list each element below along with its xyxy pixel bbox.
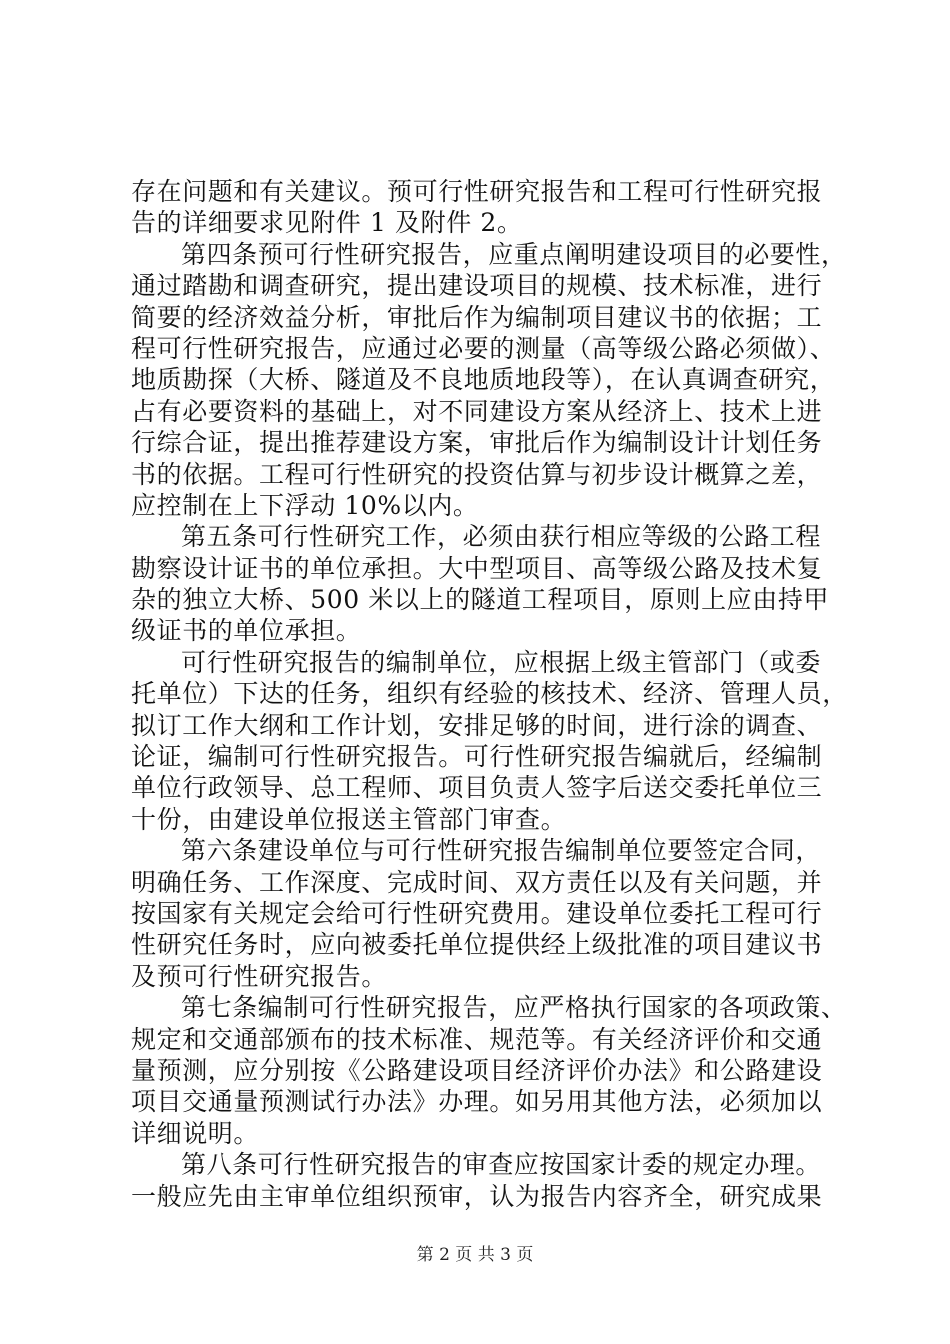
text-line: 论证，编制可行性研究报告。可行性研究报告编就后，经编制 [131, 742, 823, 772]
text-line: 项目交通量预测试行办法》办理。如另用其他方法，必须加以 [131, 1087, 823, 1117]
text-line: 规定和交通部颁布的技术标准、规范等。有关经济评价和交通 [131, 1024, 823, 1054]
text-line: 一般应先由主审单位组织预审，认为报告内容齐全，研究成果 [131, 1181, 823, 1211]
text-line: 第五条可行性研究工作，必须由获行相应等级的公路工程 [181, 522, 822, 552]
text-line: 第七条编制可行性研究报告，应严格执行国家的各项政策、 [181, 993, 847, 1023]
text-line: 级证书的单位承担。 [131, 616, 362, 646]
text-line: 按国家有关规定会给可行性研究费用。建设单位委托工程可行 [131, 898, 823, 928]
text-line: 拟订工作大纲和工作计划，安排足够的时间，进行涂的调查、 [131, 710, 823, 740]
text-line: 可行性研究报告的编制单位，应根据上级主管部门（或委 [181, 647, 822, 677]
text-line: 勘察设计证书的单位承担。大中型项目、高等级公路及技术复 [131, 553, 823, 583]
text-line: 占有必要资料的基础上，对不同建设方案从经济上、技术上进 [131, 396, 823, 426]
text-line: 第六条建设单位与可行性研究报告编制单位要签定合同， [181, 836, 822, 866]
text-line: 单位行政领导、总工程师、项目负责人签字后送交委托单位三 [131, 773, 823, 803]
text-line: 性研究任务时，应向被委托单位提供经上级批准的项目建议书 [131, 930, 823, 960]
text-line: 十份，由建设单位报送主管部门审查。 [131, 804, 567, 834]
text-line: 及预可行性研究报告。 [131, 961, 388, 991]
text-line: 应控制在上下浮动 10%以内。 [131, 490, 479, 520]
text-line: 量预测，应分别按《公路建设项目经济评价办法》和公路建设 [131, 1055, 823, 1085]
text-line: 通过踏勘和调查研究，提出建设项目的规模、技术标准，进行 [131, 271, 823, 301]
text-line: 简要的经济效益分析，审批后作为编制项目建议书的依据；工 [131, 302, 823, 332]
text-line: 明确任务、工作深度、完成时间、双方责任以及有关问题，并 [131, 867, 823, 897]
text-line: 存在问题和有关建议。预可行性研究报告和工程可行性研究报 [131, 177, 823, 206]
text-line: 第八条可行性研究报告的审查应按国家计委的规定办理。 [181, 1150, 822, 1180]
text-line: 行综合证，提出推荐建设方案，审批后作为编制设计计划任务 [131, 428, 823, 458]
text-line: 杂的独立大桥、500 米以上的隧道工程项目，原则上应由持甲 [131, 585, 830, 615]
text-line: 托单位）下达的任务，组织有经验的核技术、经济、管理人员， [131, 679, 848, 709]
text-line: 告的详细要求见附件 1 及附件 2。 [131, 208, 523, 238]
document-body [131, 176, 848, 1212]
text-line: 程可行性研究报告，应通过必要的测量（高等级公路必须做）、 [131, 333, 836, 363]
text-line: 书的依据。工程可行性研究的投资估算与初步设计概算之差， [131, 459, 823, 489]
text-line: 地质勘探（大桥、隧道及不良地质地段等），在认真调查研究， [131, 365, 836, 395]
text-line: 详细说明。 [131, 1118, 260, 1148]
text-line: 第四条预可行性研究报告，应重点阐明建设项目的必要性， [181, 239, 847, 269]
page-footer: 第 2 页 共 3 页 [416, 1245, 534, 1265]
